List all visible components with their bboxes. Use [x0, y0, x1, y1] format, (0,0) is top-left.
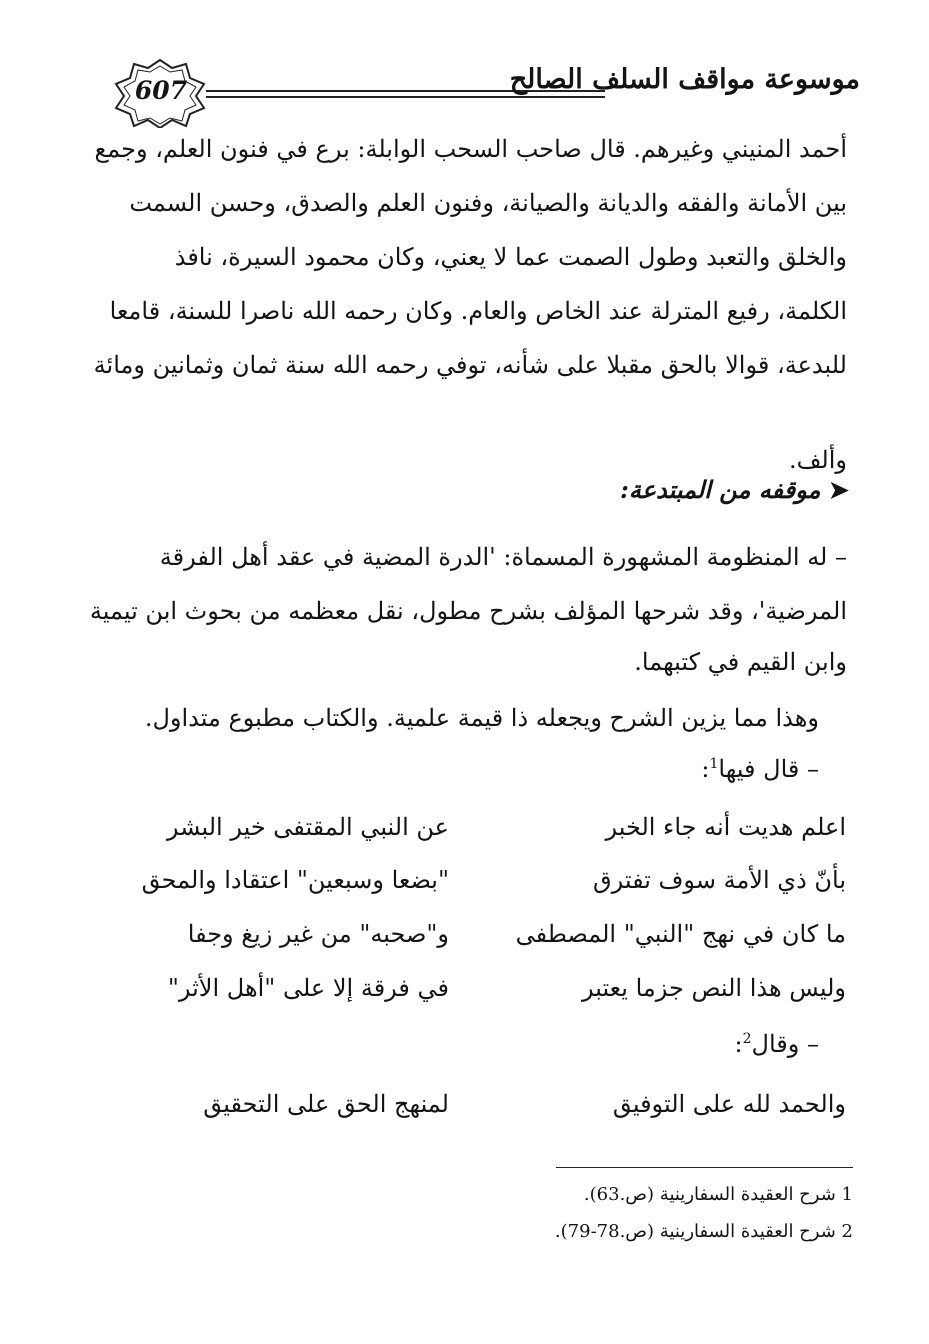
footnote-ref-1: 1 [709, 756, 719, 772]
quote-intro-text: – قال فيها [718, 755, 819, 783]
text-line: للبدعة، قوالا بالحق مقبلا على شأنه، توفي رحمه الله سنة ثمان وثمانين ومائة [93, 351, 847, 379]
footnote-2 [555, 1221, 853, 1242]
text-line: المرضية'، وقد شرحها المؤلف بشرح مطول، نقل معظمه من بحوث ابن تيمية [89, 597, 847, 625]
quote-intro-colon: : [734, 1030, 743, 1058]
text-line: وألف. [788, 446, 847, 474]
footnote-ref-2: 2 [742, 1031, 752, 1047]
text-line: والخلق والتعبد وطول الصمت عما لا يعني، وكان محمود السيرة، نافذ [174, 243, 847, 271]
footnote-divider [556, 1167, 853, 1168]
footnote-text: شرح العقيدة السفارينية (ص.63). [583, 1184, 836, 1205]
page-number: 607 [134, 76, 188, 105]
footnote-text: شرح العقيدة السفارينية (ص.78-79). [554, 1221, 836, 1242]
verse-first-hemistich: والحمد لله على التوفيق [612, 1090, 846, 1118]
quote-intro-colon: : [701, 755, 710, 783]
quote-2-intro [735, 1030, 819, 1058]
verse-second-hemistich: عن النبي المقتفى خير البشر [166, 813, 449, 841]
verse-first-hemistich: ما كان في نهج "النبي" المصطفى [515, 920, 846, 948]
running-title: موسوعة مواقف السلف الصالح [509, 64, 860, 95]
verse-first-hemistich: وليس هذا النص جزما يعتبر [581, 974, 846, 1002]
verse-first-hemistich: اعلم هديت أنه جاء الخبر [605, 813, 846, 841]
verse-second-hemistich: في فرقة إلا على "أهل الأثر" [167, 974, 449, 1002]
verse-first-hemistich: بأنّ ذي الأمة سوف تفترق [593, 866, 846, 894]
text-line: وابن القيم في كتبهما. [634, 648, 847, 676]
page-header [100, 58, 860, 128]
section-heading-text: موقفه من المبتدعة: [619, 475, 821, 504]
quote-intro-text: – وقال [751, 1030, 819, 1058]
text-line: بين الأمانة والفقه والديانة والصيانة، وفنون العلم والصدق، وحسن السمت [129, 189, 847, 217]
text-line: الكلمة، رفيع المترلة عند الخاص والعام. وكان رحمه الله ناصرا للسنة، قامعا [109, 297, 847, 325]
quote-1-intro [701, 755, 819, 783]
footnote-1 [584, 1184, 853, 1205]
footnote-number: 2 [841, 1221, 853, 1242]
text-line: أحمد المنيني وغيرهم. قال صاحب السحب الوابلة: برع في فنون العلم، وجمع [94, 135, 847, 163]
paragraph-1 [93, 122, 847, 392]
verse-second-hemistich: و"صحبه" من غير زيغ وجفا [187, 920, 449, 948]
paragraph-2 [89, 530, 847, 638]
section-heading [620, 475, 849, 504]
arrow-icon: ➤ [820, 475, 849, 504]
text-line: – له المنظومة المشهورة المسماة: 'الدرة المضية في عقد أهل الفرقة [159, 543, 847, 571]
verse-second-hemistich: لمنهج الحق على التحقيق [203, 1090, 449, 1118]
verse-second-hemistich: "بضعا وسبعين" اعتقادا والمحق [141, 866, 449, 894]
footnote-number: 1 [841, 1184, 853, 1205]
paragraph-3: وهذا مما يزين الشرح ويجعله ذا قيمة علمية. والكتاب مطبوع متداول. [144, 704, 819, 732]
